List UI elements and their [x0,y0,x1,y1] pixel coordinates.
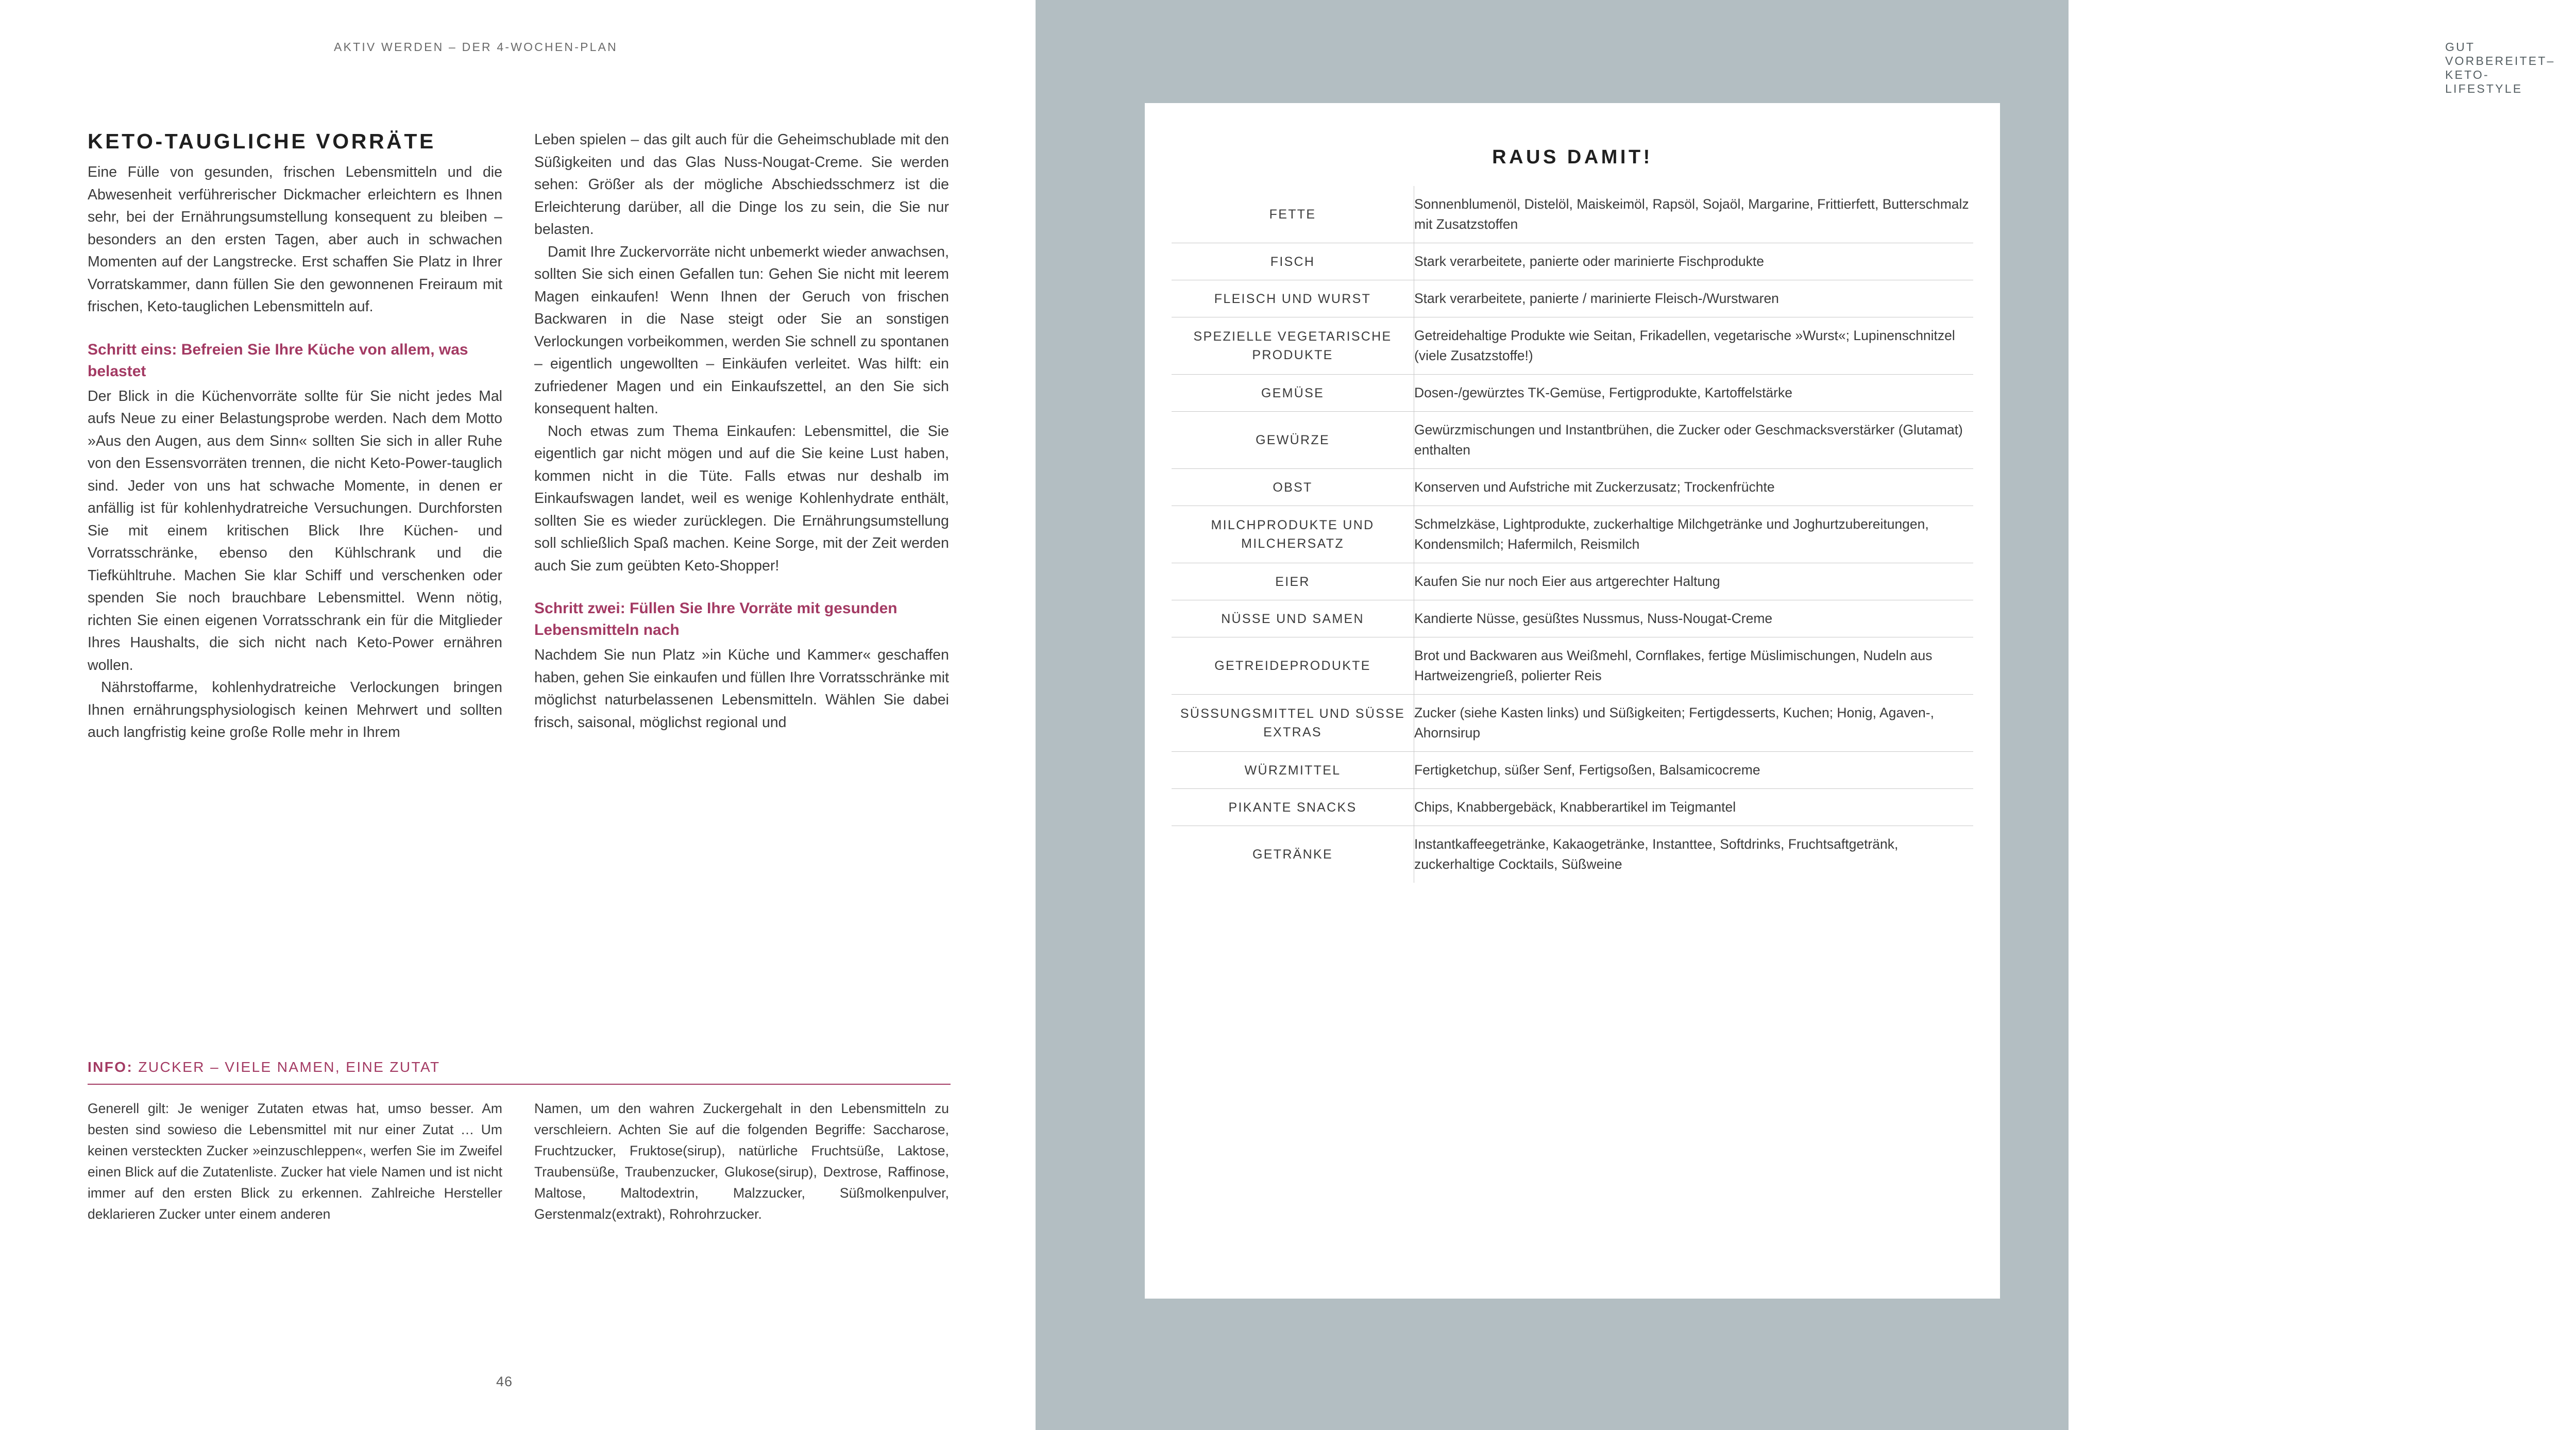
info-paragraph-two: Namen, um den wahren Zuckergehalt in den Lebensmitteln zu verschleiern. Achten Sie auf die folgenden Begriffe: Saccharose, Fruchtzucker, Fruktose(sirup), natürliche Fruchtsüße, Laktose, Traubensüße, Traubenzucker, Glukose(sirup), Dextrose, Raffinose, Maltose, Maltodextrin, Malzzucker, Süßmolkenpulver, Gerstenmalz(extrakt), Rohrohrzucker. [534,1101,949,1222]
info-box [88,1059,951,1225]
table-row [1172,375,1973,412]
info-box-label: INFO: [88,1059,133,1075]
table-cell-description: Konserven und Aufstriche mit Zuckerzusatz; Trockenfrüchte [1414,469,1974,506]
info-column-two [534,1098,949,1225]
table-row [1172,186,1973,243]
table-cell-category: GEWÜRZE [1172,412,1414,469]
keto-avoid-table [1172,186,1973,883]
table-cell-description: Kandierte Nüsse, gesüßtes Nussmus, Nuss-Nougat-Creme [1414,600,1974,637]
page-title: KETO-TAUGLICHE VORRÄTE [88,129,436,153]
table-row [1172,752,1973,789]
paragraph-step-two: Nachdem Sie nun Platz »in Küche und Kammer« geschaffen haben, gehen Sie einkaufen und füllen Ihre Vorratsschränke mit möglichst naturbelassenen Lebensmitteln. Wählen Sie dabei frisch, saisonal, möglichst regional und [534,647,949,731]
left-column-two [534,129,949,744]
table-cell-description: Schmelzkäse, Lightprodukte, zuckerhaltige Milchgetränke und Joghurtzubereitungen, Kondensmilch; Hafermilch, Reismilch [1414,506,1974,563]
table-cell-category: GETREIDEPRODUKTE [1172,637,1414,695]
table-row [1172,280,1973,317]
table-cell-description: Stark verarbeitete, panierte / marinierte Fleisch-/Wurstwaren [1414,280,1974,317]
table-cell-category: SPEZIELLE VEGETARISCHE PRODUKTE [1172,317,1414,375]
paragraph-continued-c: Noch etwas zum Thema Einkaufen: Lebensmittel, die Sie eigentlich gar nicht mögen und auf die Sie keine Lust haben, kommen nicht in die Tüte. Falls etwas nur deshalb im Einkaufswagen landet, weil es wenige Kohlenhydrate enthält, sollten Sie es wieder zurücklegen. Die Ernährungsumstellung soll schließlich Spaß machen. Keine Sorge, mit der Zeit werden auch Sie zum geübten Keto-Shopper! [534,423,949,574]
table-cell-description: Instantkaffeegetränke, Kakaogetränke, Instanttee, Softdrinks, Fruchtsaftgetränk, zuckerhaltige Cocktails, Süßweine [1414,826,1974,883]
page-number-left: 46 [496,1374,513,1389]
table-row [1172,789,1973,826]
table-cell-category: WÜRZMITTEL [1172,752,1414,789]
table-cell-category: FISCH [1172,243,1414,280]
table-cell-description: Zucker (siehe Kasten links) und Süßigkeiten; Fertigdesserts, Kuchen; Honig, Agaven-, Ahornsirup [1414,695,1974,752]
table-row [1172,412,1973,469]
info-box-divider [88,1084,951,1085]
table-row [1172,563,1973,600]
paragraph-continued-b: Damit Ihre Zuckervorräte nicht unbemerkt wieder anwachsen, sollten Sie sich einen Gefallen tun: Gehen Sie nicht mit leerem Magen einkaufen! Wenn Ihnen der Geruch von frischen Backwaren in die Nase steigt oder Sie an sonstigen Verlockungen vorbeikommen, werden Sie schnell zu spontanen – eigentlich ungewollten – Einkäufen verleitet. Was hilft: ein zufriedener Magen und ein Einkaufszettel, an den Sie sich konsequent halten. [534,243,949,417]
table-cell-description: Getreidehaltige Produkte wie Seitan, Frikadellen, vegetarische »Wurst«; Lupinenschnitzel (viele Zusatzstoffe!) [1414,317,1974,375]
table-cell-description: Sonnenblumenöl, Distelöl, Maiskeimöl, Rapsöl, Sojaöl, Margarine, Frittierfett, Butterschmalz mit Zusatzstoffen [1414,196,1969,232]
table-cell-category: MILCHPRODUKTE UND MILCHERSATZ [1172,506,1414,563]
info-paragraph-one: Generell gilt: Je weniger Zutaten etwas hat, umso besser. Am besten sind sowieso die Lebensmittel mit nur einer Zutat … Um keinen versteckten Zucker »einzuschleppen«, werfen Sie im Zweifel einen Blick auf die Zutatenliste. Zucker hat viele Namen und ist nicht immer auf den ersten Blick zu erkennen. Zahlreiche Hersteller deklarieren Zucker unter einem anderen [88,1101,502,1222]
table-row [1172,695,1973,752]
info-box-heading: ZUCKER – VIELE NAMEN, EINE ZUTAT [133,1059,440,1075]
right-page [1036,0,2555,1430]
info-box-columns [88,1098,951,1225]
table-cell-description: Stark verarbeitete, panierte oder marinierte Fischprodukte [1414,243,1974,280]
running-head-right: GUT VORBEREITET– KETO-LIFESTYLE [2445,40,2555,95]
info-box-title [88,1059,951,1084]
subheading-step-two: Schritt zwei: Füllen Sie Ihre Vorräte mit gesunden Lebensmitteln nach [534,600,897,638]
intro-paragraph: Eine Fülle von gesunden, frischen Lebensmitteln und die Abwesenheit verführerischer Dickmacher erleichtern es Ihnen sehr, bei der Ernährungsumstellung konsequent zu bleiben – besonders an den ersten Tagen, aber auch in schwachen Momenten auf der Langstrecke. Erst schaffen Sie Platz in Ihrer Vorratskammer, dann füllen Sie den gewonnenen Freiraum mit frischen, Keto-tauglichen Lebensmitteln auf. [88,164,502,315]
subheading-step-one: Schritt eins: Befreien Sie Ihre Küche von allem, was belastet [88,341,468,380]
table-cell-description: Brot und Backwaren aus Weißmehl, Cornflakes, fertige Müslimischungen, Nudeln aus Hartweizengrieß, polierter Reis [1414,637,1974,695]
table-cell-category: GETRÄNKE [1172,826,1414,883]
info-column-one [88,1098,502,1225]
table-cell-category: NÜSSE UND SAMEN [1172,600,1414,637]
table-row [1172,317,1973,375]
running-head-left: AKTIV WERDEN – DER 4-WOCHEN-PLAN [334,40,618,54]
table-cell-description: Chips, Knabbergebäck, Knabberartikel im Teigmantel [1414,789,1974,826]
table-cell-description: Fertigketchup, süßer Senf, Fertigsoßen, Balsamicocreme [1414,752,1974,789]
paragraph-continued-a: Leben spielen – das gilt auch für die Geheimschublade mit den Süßigkeiten und das Glas Nuss-Nougat-Creme. Sie werden sehen: Größer als der mögliche Abschiedsschmerz ist die Erleichterung darüber, all die Dinge los zu sein, die Sie nur belasten. [534,131,949,238]
paragraph-step-one-a: Der Blick in die Küchenvorräte sollte für Sie nicht jedes Mal aufs Neue zu einer Belastungsprobe werden. Nach dem Motto »Aus den Augen, aus dem Sinn« sollten Sie sich in aller Ruhe von den Essensvorräten trennen, die nicht Keto-Power-tauglich sind. Jeder von uns hat schwache Momente, in denen er anfällig ist für kohlenhydratreiche Versuchungen. Durchforsten Sie mit einem kritischen Blick Ihre Küchen- und Vorratsschränke, ebenso den Kühlschrank und die Tiefkühltruhe. Machen Sie klar Schiff und verschenken oder spenden Sie noch brauchbare Lebensmittel. Wenn nötig, richten Sie einen eigenen Vorratsschrank ein für die Mitglieder Ihres Haushalts, die sich nicht nach Keto-Power ernähren wollen. [88,388,502,674]
keto-avoid-table-body [1172,186,1973,883]
table-cell-category: GEMÜSE [1172,375,1414,412]
card-title: RAUS DAMIT! [1492,146,1653,168]
table-cell-category: FLEISCH UND WURST [1172,280,1414,317]
table-cell-description: Kaufen Sie nur noch Eier aus artgerechter Haltung [1414,563,1974,600]
table-row [1172,469,1973,506]
table-row [1172,243,1973,280]
table-row [1172,637,1973,695]
table-row [1172,600,1973,637]
left-column-one [88,129,502,744]
paragraph-step-one-b: Nährstoffarme, kohlenhydratreiche Verlockungen bringen Ihnen ernährungsphysiologisch keinen Mehrwert und sollten auch langfristig keine große Rolle mehr in Ihrem [88,679,502,741]
table-cell-category: FETTE [1172,186,1414,243]
table-cell-category: PIKANTE SNACKS [1172,789,1414,826]
table-row [1172,506,1973,563]
table-row [1172,826,1973,883]
table-cell-category: OBST [1172,469,1414,506]
table-cell-description: Dosen-/gewürztes TK-Gemüse, Fertigprodukte, Kartoffelstärke [1414,375,1974,412]
table-cell-category: EIER [1172,563,1414,600]
table-cell-category: SÜSSUNGSMITTEL UND SÜSSE EXTRAS [1172,695,1414,752]
left-page [0,0,1036,1430]
table-cell-description: Gewürzmischungen und Instantbrühen, die Zucker oder Geschmacksverstärker (Glutamat) enthalten [1414,412,1974,469]
raus-damit-card [1145,103,2000,1299]
left-page-body [88,129,951,744]
